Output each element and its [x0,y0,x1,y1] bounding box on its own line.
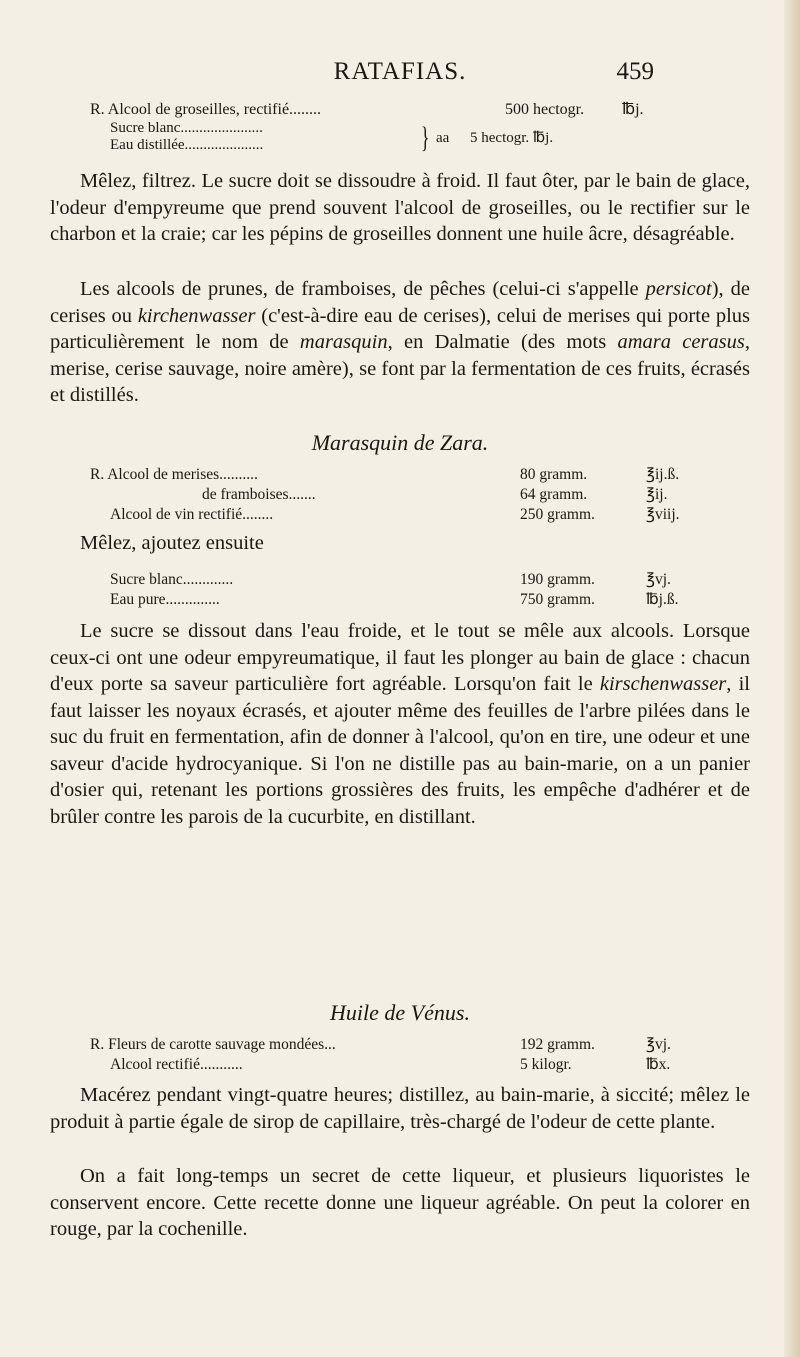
quantity: 80 gramm. [520,466,588,483]
paragraph: Mêlez, ajoutez ensuite [80,532,264,554]
quantity: 64 gramm. [520,486,588,503]
recipe-row [90,1035,715,1055]
paragraph [50,618,750,830]
recipe-groseilles [90,100,715,156]
recipe-venus [90,1035,715,1075]
text: ), de cerises ou [50,278,751,327]
ingredient: Alcool rectifié........... [110,1056,243,1073]
recipe-row [90,505,715,525]
text: , merise, cerise sauvage, noire amère), se font par la fermentation de ces fruits, écrasés et distillés. [50,331,750,406]
quantity: 500 hectogr. [505,101,585,118]
text: , en Dalmatie (des mots [387,331,618,353]
italic-term: amara cerasus [617,331,745,353]
page-header [0,58,800,92]
recipe-row [90,485,715,505]
apothecary-quantity: ℥vj. [646,1036,671,1053]
section-heading: Marasquin de Zara. [311,430,489,455]
apothecary-quantity: ℔j.ß. [646,591,679,608]
apothecary-quantity: ℥vj. [646,571,671,588]
italic-term: kirchenwasser [137,304,256,327]
recipe-row [90,465,715,485]
page-edge [784,0,800,1357]
paragraph: Mêlez, filtrez. Le sucre doit se dissoudre à froid. Il faut ôter, par le bain de glace, l'odeur d'empyreume que prend souvent l'alcool de groseilles, ou le rectifier sur le charbon et la craie; car les pépins de groseilles donnent une huile âcre, désagréable. [50,170,750,245]
ingredient: Eau pure.............. [110,591,220,608]
ingredient: Sucre blanc............. [110,571,234,588]
italic-term: kirschenwasser [599,673,727,695]
ingredient: de framboises....... [202,486,316,503]
running-title: RATAFIAS. [333,58,467,85]
recipe-marasquin-2 [90,570,715,610]
recipe-marasquin [90,465,715,525]
section-heading: Huile de Vénus. [330,1000,470,1025]
ingredient: R. Fleurs de carotte sauvage mondées... [90,1036,336,1053]
ana-mark: aa [436,130,450,146]
recipe-pair [90,120,715,156]
quantity: 192 gramm. [520,1036,595,1053]
paragraph: Macérez pendant vingt-quatre heures; distillez, au bain-marie, à siccité; mêlez le produit à partie égale de sirop de capillaire, très-chargé de l'odeur de cette plante. [50,1084,750,1133]
paragraph: On a fait long-temps un secret de cette liqueur, et plusieurs liquoristes le conservent encore. Cette recette donne une liqueur agréable. On peut la colorer en rouge, par la cochenille. [50,1165,750,1240]
ingredient: Eau distillée..................... [110,137,264,153]
apothecary-quantity: ℥viij. [646,506,680,523]
quantity: 190 gramm. [520,571,595,588]
text: Les alcools de prunes, de framboises, de pêches (celui-ci s'appelle [80,278,646,300]
recipe-row [90,570,715,590]
text: (c'est-à-dire eau de cerises), celui de merises qui porte plus particulièrement le nom de [50,304,750,353]
quantity: 250 gramm. [520,506,595,523]
apothecary-quantity: ℥ij.ß. [646,466,680,483]
recipe-row [90,1055,715,1075]
ingredient: Alcool de vin rectifié........ [110,506,274,523]
recipe-row [90,100,715,120]
apothecary-quantity: ℥ij. [646,486,668,503]
quantity: 750 gramm. [520,591,595,608]
ingredient: R. Alcool de groseilles, rectifié........ [90,101,322,118]
apothecary-quantity: ℔x. [646,1056,671,1073]
quantity: 5 hectogr. ℔j. [470,130,554,146]
ingredient: Sucre blanc...................... [110,120,263,136]
page-number: 459 [616,58,654,85]
brace: } [420,121,430,154]
ingredient: R. Alcool de merises.......... [90,466,258,483]
italic-term: marasquin [299,331,388,353]
italic-term: persicot [645,278,712,300]
text: , il faut laisser les noyaux écrasés, et ajouter même des feuilles de l'arbre pilées dans le suc du fruit en fermentation, afin de donner à l'alcool, qu'on en tire, une odeur et une saveur d'acide hydrocyanique. Si l'on ne distille pas au bain-marie, on a un panier d'osier qui, retenant les portions grossières des fruits, les empêche d'adhérer et de brûler contre les parois de la cucurbite, en distillant. [50,673,750,828]
apothecary-quantity: ℔j. [622,101,644,118]
recipe-row [90,590,715,610]
paragraph [50,276,750,409]
quantity: 5 kilogr. [520,1056,572,1073]
text: Le sucre se dissout dans l'eau froide, et le tout se mêle aux alcools. Lorsque ceux-ci ont une odeur empyreumatique, il faut les plonger au bain de glace : chacun d'eux porte sa saveur particulière fort agréable. Lorsqu'on fait le [50,620,750,695]
